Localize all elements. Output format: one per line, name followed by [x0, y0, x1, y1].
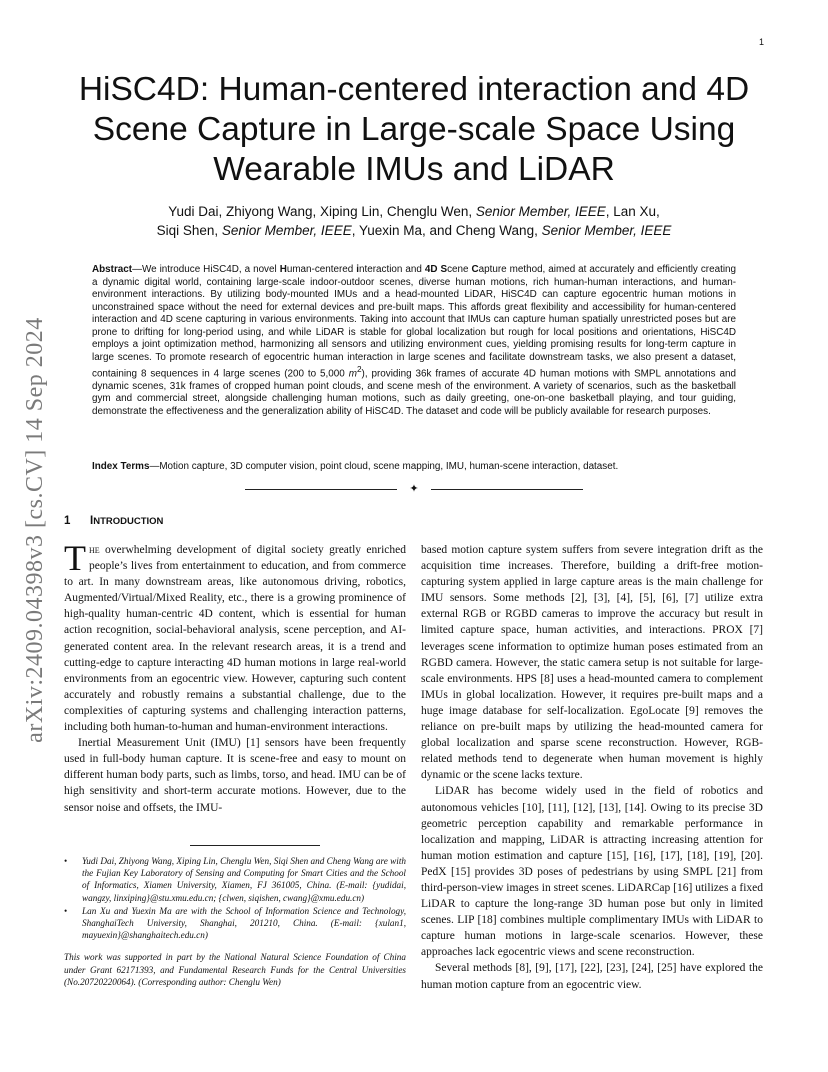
authors-part-1: Yudi Dai, Zhiyong Wang, Xiping Lin, Chenglu Wen,: [168, 204, 476, 219]
section-title-rest: NTRODUCTION: [93, 516, 164, 527]
acronym-letter-h: H: [279, 264, 287, 275]
paragraph: [64, 538, 406, 735]
index-terms-label: Index Terms: [92, 461, 150, 472]
section-number: 1: [64, 515, 71, 527]
divider-rule-right: [431, 489, 583, 490]
acronym-letter-c: C: [471, 264, 479, 275]
author-list: [90, 202, 738, 240]
paragraph-text: overwhelming development of digital society greatly enriched people’s lives from entertainment to education, and from commerce to art. In many downstream areas, like autonomous driving, robotics, Augmented/Virtual/Mixed Reality, etc., there is a growing prominence of high-quality human-centric 4D content, which is essential for human action recognition, social-behavioral analysis, scene perception, and AI-generated content area. In the relevant research areas, it is a trend and cutting-edge to capture interacting 4D human motions in large real-world environments from an egocentric view. However, capturing such content accurately and robustly remains a substantial challenge, due to the complexities of capturing systems and challenging interaction patterns, including both human-to-human and human-environment interactions.: [64, 544, 406, 734]
section-heading: [64, 515, 163, 527]
author-role-2: Senior Member, IEEE: [221, 223, 352, 238]
index-terms: [92, 461, 736, 474]
abstract-text: —We introduce HiSC4D, a novel: [132, 264, 280, 275]
bullet-icon: •: [64, 856, 68, 866]
funding-note: This work was supported in part by the National Natural Science Foundation of China under Grant 62171393, and Fundamental Research Funds for the Central Universities (No.20720220064). (Corresponding author: Chenglu Wen): [64, 952, 406, 987]
footnote-text: Lan Xu and Yuexin Ma are with the School of Information Science and Technology, ShanghaiTech University, Shanghai, 201210, China. (E-mail: {xulan1, mayuexin}@shanghaitech.edu.cn): [82, 905, 406, 941]
abstract-text: apture method, aimed at accurately and efficiently creating a dynamic digital world, containing large-scale indoor-outdoor scenes, diverse human motions, rich human-human interactions, and human-environment interactions. By utilizing body-mounted IMUs and a head-mounted LiDAR, HiSC4D can capture egocentric human motions in unconstrained space without the need for external devices and pre-built maps. This affords great flexibility and accessibility for human-centered interaction and 4D scene capturing in various environments. Taking into account that IMUs can capture human spatially unrestricted poses but are prone to drifting for long-period using, and while LiDAR is stable for global localization but rough for local positions and orientations, HiSC4D employs a joint optimization method, harmonizing all sensors and utilizing environment cues, yielding promising results for long-term capture in large scenes. To promote research of egocentric human interaction in large scenes and facilitate downstream tasks, we also present a dataset, containing 8 sequences in 4 large scenes (200 to 5,000: [92, 264, 736, 380]
divider-rule-left: [245, 489, 397, 490]
author-role-3: Senior Member, IEEE: [541, 223, 672, 238]
authors-part-3: Siqi Shen,: [156, 223, 222, 238]
footnote-item: [64, 905, 406, 942]
footnotes: [64, 855, 406, 988]
footnote-text: Yudi Dai, Zhiyong Wang, Xiping Lin, Chenglu Wen, Siqi Shen and Cheng Wang are with the Fujian Key Laboratory of Sensing and Computing for Smart Cities and the School of Informatics, Xiamen University, Xiamen, FJ 361005, China. (E-mail: {yudidai, wangzy, linxiping}@stu.xmu.edu.cn; {clwen, siqishen, cwang}@xmu.edu.cn): [82, 856, 406, 903]
title-line-3: Wearable IMUs and LiDAR: [213, 151, 615, 188]
paragraph: based motion capture system suffers from severe integration drift as the acquisition time increases. Therefore, building a drift-free motion-capturing system applied in large capture areas is the main challenge for IMU sensors. Some methods [2], [3], [4], [5], [6], [7] utilize extra external RGB or RGBD cameras to improve the accuracy but result in limited capture space, human activities, and interactions. PROX [7] leverages scene information to optimize human poses estimated from an RGBD camera. However, the static camera setup is not suitable for large-scale environments. HPS [8] uses a head-mounted camera to complement IMUs in global localization. However, it requires pre-built maps and a huge image database for self-localization. EgoLocate [9] removes the reliance on pre-built maps by utilizing the head-mounted camera for global localization and sparse scene reconstruction. However, RGB-related methods tend to degenerate when human movement is highly dynamic or the scene lacks texture.: [421, 544, 763, 782]
author-role-1: Senior Member, IEEE: [475, 204, 606, 219]
diamond-icon: ✦: [409, 483, 419, 495]
section-title-initial: I: [90, 515, 94, 527]
arxiv-identifier-stamp: arXiv:2409.04398v3 [cs.CV] 14 Sep 2024: [22, 317, 48, 743]
right-text-column: [421, 542, 763, 993]
unit-exponent: 2: [356, 365, 362, 374]
authors-part-4: , Yuexin Ma, and Cheng Wang,: [351, 223, 542, 238]
abstract-text: nteraction and: [359, 264, 425, 275]
footnote-rule: [190, 845, 320, 846]
paragraph: LiDAR has become widely used in the field of robotics and autonomous vehicles [10], [11], [12], [13], [14]. Owing to its precise 3D geometric perception capability and remarkable performance in localization and mapping, LiDAR is attracting increasing attention for human motion estimation and capture [15], [16], [17], [18], [19], [20]. PedX [15] provides 3D poses of pedestrians by using SMPL [21] from third-person-view images in street scenes. LiDARCap [16] utilizes a fixed LiDAR to capture the long-range 3D human pose but only in limited scenes. LIP [18] combines multiple complimentary IMUs with LiDAR to capture human motions in large-scale scenarios. However, these approaches lack egocentric views and scene reconstruction.: [421, 785, 763, 959]
page-number: 1: [758, 37, 764, 47]
section-divider: [244, 483, 584, 495]
paper-title: [70, 70, 758, 190]
acronym-letters-4d-s: 4D S: [424, 264, 448, 275]
small-caps-text: he: [89, 544, 100, 556]
left-text-column: [64, 538, 406, 816]
abstract-label: Abstract: [92, 264, 133, 275]
unit-symbol: m: [348, 368, 357, 380]
abstract-text: uman-centered: [286, 264, 357, 275]
bullet-icon: •: [64, 905, 68, 916]
title-line-1: HiSC4D: Human-centered interaction and 4D: [78, 71, 750, 108]
acronym-letter-i: i: [356, 264, 359, 275]
paragraph: Several methods [8], [9], [17], [22], [23], [24], [25] have explored the human motion capture from an egocentric view.: [421, 962, 763, 991]
authors-part-2: , Lan Xu,: [605, 204, 660, 219]
footnote-item: [64, 855, 406, 904]
abstract-text: ), providing 36k frames of accurate 4D human motions with SMPL annotations and dynamic scenes, 31k frames of cropped human point clouds, and scene mesh of the environment. A variety of scenarios, such as the basketball gym and commercial street, alongside challenging human motions, such as daily greeting, one-on-one basketball playing, and tour guiding, demonstrate the effectiveness and the generalization ability of HiSC4D. The dataset and code will be publicly available for research purposes.: [92, 368, 736, 417]
abstract-text: cene: [447, 264, 472, 275]
drop-cap: T: [64, 538, 86, 578]
abstract: [92, 264, 736, 418]
title-line-2: Scene Capture in Large-scale Space Using: [92, 111, 736, 148]
paragraph: Inertial Measurement Unit (IMU) [1] sensors have been frequently used in full-body human capture. It is scene-free and easy to mount on different human body parts, such as limbs, torso, and head. IMU can be of high sensitivity and short-term accurate motions. However, due to the sensor noise and offsets, the IMU-: [64, 737, 406, 814]
index-terms-text: —Motion capture, 3D computer vision, point cloud, scene mapping, IMU, human-scene interaction, dataset.: [149, 461, 619, 472]
